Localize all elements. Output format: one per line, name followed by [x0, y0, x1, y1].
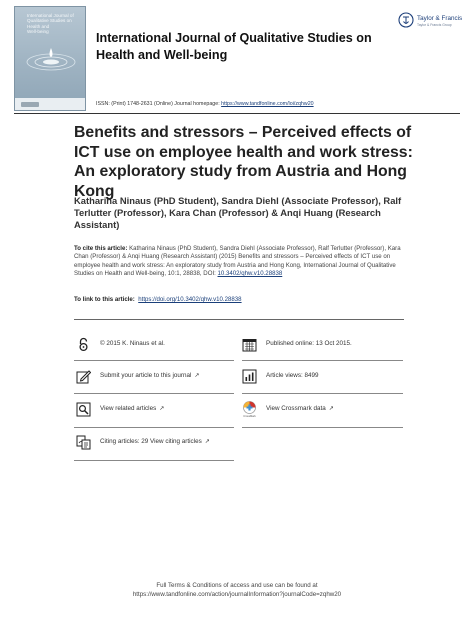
cover-line: Qualitative Studies on — [27, 18, 72, 24]
publisher-name: Taylor & Francis — [417, 15, 463, 22]
cover-footer-band — [15, 98, 85, 110]
citation-divider — [74, 319, 404, 320]
meta-divider — [242, 360, 403, 361]
taylor-francis-icon — [398, 12, 414, 28]
cover-publisher-logo — [21, 102, 39, 107]
header-divider — [14, 113, 460, 114]
journal-homepage-link[interactable]: https://www.tandfonline.com/loi/zqhw20 — [221, 101, 314, 107]
crossmark-label[interactable]: View Crossmark data — [266, 405, 326, 412]
article-title[interactable]: Benefits and stressors – Perceived effects of ICT use on employee health and work stress: An exploratory study from Austria and Hong Kong — [74, 124, 413, 200]
submit-edit-icon — [76, 369, 91, 384]
citing-label[interactable]: Citing articles: 29 View citing articles — [100, 438, 202, 445]
copyright-text: © 2015 K. Ninaus et al. — [100, 340, 165, 347]
citing-articles-text[interactable] — [100, 438, 210, 445]
bar-chart-icon — [242, 369, 257, 384]
external-link-icon: ↗ — [159, 405, 165, 412]
citation-block — [74, 245, 404, 278]
citation-doi-link[interactable]: 10.3402/qhw.v10.28838 — [217, 269, 283, 277]
issn-text: ISSN: (Print) 1748-2631 (Online) Journal homepage: — [96, 101, 222, 107]
meta-divider — [242, 393, 403, 394]
submit-article-text[interactable] — [100, 372, 200, 379]
calendar-icon — [242, 337, 257, 352]
terms-url[interactable]: https://www.tandfonline.com/action/journalInformation?journalCode=zqhw20 — [132, 590, 342, 598]
terms-line: Full Terms & Conditions of access and use can be found at — [156, 582, 318, 589]
meta-divider — [242, 427, 403, 428]
published-date: Published online: 13 Oct 2015. — [266, 340, 352, 347]
crossmark-icon — [242, 401, 257, 418]
terms-footer — [0, 582, 474, 599]
external-link-icon: ↗ — [194, 372, 200, 379]
crossmark-badge-text: CrossMark — [243, 415, 256, 418]
publisher-logo[interactable] — [398, 12, 462, 34]
article-doi-link[interactable]: https://doi.org/10.3402/qhw.v10.28838 — [138, 296, 242, 303]
related-articles-text[interactable] — [100, 405, 164, 412]
link-label: To link to this article: — [74, 296, 135, 303]
submit-label[interactable]: Submit your article to this journal — [100, 372, 192, 379]
meta-divider — [74, 360, 234, 361]
meta-divider — [74, 427, 234, 428]
article-views-text: Article views: 8499 — [266, 372, 319, 379]
issn-line — [96, 101, 314, 107]
cover-line: Health and — [27, 23, 50, 29]
meta-divider — [74, 460, 234, 461]
citing-articles-icon — [76, 435, 91, 450]
article-authors: Katharina Ninaus (PhD Student), Sandra Diehl (Associate Professor), Ralf Terlutter (Professor), Kara Chan (Professor) & Anqi Huang (Research Assistant) — [74, 195, 402, 230]
external-link-icon: ↗ — [328, 405, 334, 412]
journal-title[interactable]: International Journal of Qualitative Studies on Health and Well-being — [96, 31, 372, 62]
citation-label: To cite this article: — [74, 245, 128, 252]
citation-text: Katharina Ninaus (PhD Student), Sandra Diehl (Associate Professor), Ralf Terlutter (Professor), Kara Chan (Professor) & Anqi Huang (Research Assistant) (2015) Benefits and stressors – Perceived effects of ICT use on employee health and work stress: An exploratory study from Austria and Hong Kong, International Journal of Qualitative Studies on Health and Well-being, 10:1, 28838, DOI: — [74, 245, 401, 277]
cover-line: International Journal of — [27, 13, 74, 18]
external-link-icon: ↗ — [204, 438, 210, 445]
water-ripple-image — [25, 47, 77, 73]
publisher-sub: Taylor & Francis Group — [417, 23, 452, 27]
open-access-icon — [76, 337, 91, 352]
related-label[interactable]: View related articles — [100, 405, 157, 412]
related-articles-icon — [76, 402, 91, 417]
meta-divider — [74, 393, 234, 394]
article-link — [74, 296, 242, 303]
crossmark-text[interactable] — [266, 405, 334, 412]
journal-cover — [14, 6, 86, 111]
cover-title — [27, 13, 83, 35]
cover-line: Well-being — [27, 29, 49, 35]
